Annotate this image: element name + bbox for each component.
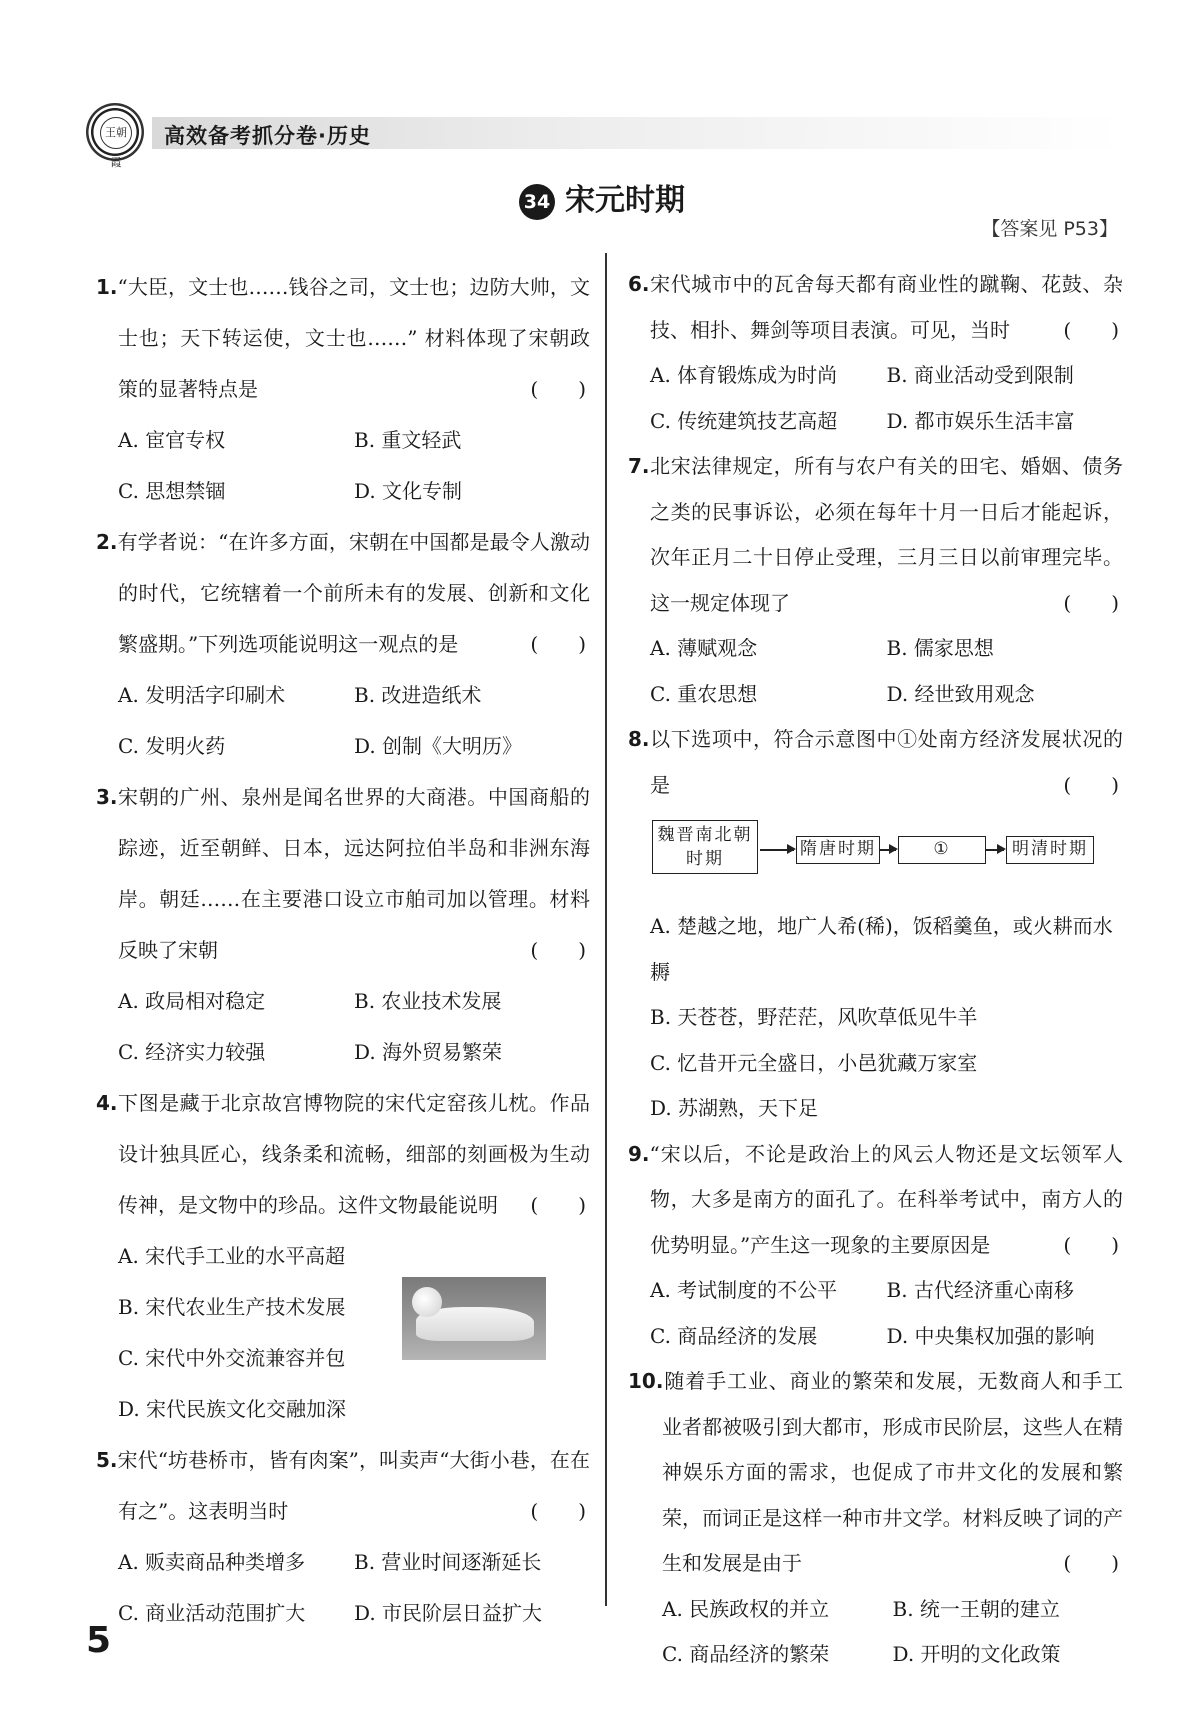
question-7 — [628, 444, 1123, 717]
section-title — [0, 175, 1204, 220]
diagram-box-circle-1: ① — [898, 836, 986, 864]
question-number: 6. — [628, 272, 650, 296]
option-b: B. 农业技术发展 — [354, 989, 502, 1013]
question-number: 1. — [96, 275, 118, 299]
question-stem: “宋以后，不论是政治上的风云人物还是文坛领军人物，大多是南方的面孔了。在科举考试中，南方人的优势明显。”产生这一现象的主要原因是 — [649, 1141, 1123, 1257]
option-c: C. 发明火药 — [118, 734, 226, 758]
question-6 — [628, 262, 1123, 444]
answer-parens: ( ) — [530, 377, 586, 401]
question-number: 2. — [96, 530, 118, 554]
question-4 — [96, 1078, 590, 1435]
answer-parens: ( ) — [530, 632, 586, 656]
question-stem: 以下选项中，符合示意图中①处南方经济发展状况的是 — [649, 727, 1123, 797]
question-stem: “大臣，文士也……钱谷之司，文士也；边防大帅，文士也；天下转运使，文士也……” 材料体现了宋朝政策的显著特点是 — [117, 275, 590, 401]
option-d: D. 宋代民族文化交融加深 — [118, 1397, 347, 1421]
question-stem: 随着手工业、商业的繁荣和发展，无数商人和手工业者都被吸引到大都市，形成市民阶层，这些人在精神娱乐方面的需求，也促成了市井文化的发展和繁荣，而词正是这样一种市井文学。材料反映了词的产生和发展是由于 — [662, 1369, 1123, 1575]
options — [96, 1537, 590, 1639]
option-a: A. 薄赋观念 — [650, 636, 758, 660]
answer-parens: ( ) — [530, 1499, 586, 1523]
diagram-arrow — [760, 849, 794, 851]
section-number-badge: 34 — [519, 184, 555, 220]
options — [96, 415, 590, 517]
option-d: D. 市民阶层日益扩大 — [354, 1601, 543, 1625]
option-a: A. 宋代手工业的水平高超 — [118, 1244, 346, 1268]
option-b: B. 古代经济重心南移 — [886, 1278, 1074, 1302]
publisher-logo — [86, 103, 144, 169]
option-b: B. 统一王朝的建立 — [892, 1596, 1060, 1621]
option-d: D. 创制《大明历》 — [354, 734, 523, 758]
option-c: C. 商品经济的繁荣 — [662, 1642, 830, 1666]
option-a: A. 政局相对稳定 — [118, 989, 266, 1013]
options — [628, 1587, 1123, 1678]
question-9 — [628, 1132, 1123, 1360]
question-stem: 宋代城市中的瓦舍每天都有商业性的蹴鞠、花鼓、杂技、相扑、舞剑等项目表演。可见，当时 — [649, 272, 1123, 342]
options — [96, 1231, 590, 1435]
option-b: B. 营业时间逐渐延长 — [354, 1550, 542, 1574]
question-8 — [628, 717, 1123, 1132]
question-number: 8. — [628, 727, 650, 751]
question-10 — [628, 1359, 1123, 1678]
diagram-box-suitang: 隋唐时期 — [796, 836, 880, 864]
option-c: C. 经济实力较强 — [118, 1040, 266, 1064]
option-a: A. 民族政权的并立 — [662, 1596, 830, 1621]
question-stem: 北宋法律规定，所有与农户有关的田宅、婚姻、债务之类的民事诉讼，必须在每年十月一日后才能起诉，次年正月二十日停止受理，三月三日以前审理完毕。这一规定体现了 — [649, 454, 1123, 615]
question-number: 9. — [628, 1141, 650, 1166]
diagram-arrow — [880, 849, 896, 851]
question-2 — [96, 517, 590, 772]
question-stem: 有学者说：“在许多方面，宋朝在中国都是最令人激动的时代，它统辖着一个前所未有的发展、创新和文化繁盛期。”下列选项能说明这一观点的是 — [117, 530, 590, 656]
answer-parens: ( ) — [1063, 590, 1119, 615]
question-stem: 宋朝的广州、泉州是闻名世界的大商港。中国商船的踪迹，近至朝鲜、日本，远达阿拉伯半岛和非洲东海岸。朝廷……在主要港口设立市舶司加以管理。材料反映了宋朝 — [117, 785, 590, 962]
options — [628, 904, 1123, 1132]
question-number: 5. — [96, 1448, 118, 1472]
option-d: D. 文化专制 — [354, 479, 463, 503]
question-1 — [96, 262, 590, 517]
question-number: 4. — [96, 1091, 118, 1115]
option-d: D. 经世致用观念 — [886, 681, 1035, 706]
option-a: A. 发明活字印刷术 — [118, 683, 286, 707]
question-3 — [96, 772, 590, 1078]
flow-diagram — [650, 812, 1123, 900]
option-a: A. 楚越之地，地广人希(稀)，饭稻羹鱼，或火耕而水耨 — [650, 914, 1113, 984]
option-c: C. 重农思想 — [650, 681, 758, 706]
answer-parens: ( ) — [1063, 317, 1119, 342]
answer-parens: ( ) — [530, 1193, 586, 1217]
option-b: B. 商业活动受到限制 — [886, 363, 1074, 387]
child-pillow-photo — [402, 1277, 546, 1360]
diagram-box-mingqing: 明清时期 — [1006, 836, 1094, 864]
options — [628, 626, 1123, 717]
options — [628, 1268, 1123, 1359]
page-header — [86, 103, 1126, 169]
question-number: 7. — [628, 454, 650, 478]
option-c: C. 宋代中外交流兼容并包 — [118, 1346, 346, 1370]
options — [96, 976, 590, 1078]
option-b: B. 天苍苍，野茫茫，风吹草低见牛羊 — [650, 1005, 978, 1029]
option-b: B. 儒家思想 — [886, 636, 994, 660]
options — [628, 353, 1123, 444]
option-d: D. 海外贸易繁荣 — [354, 1040, 503, 1064]
column-divider — [605, 253, 607, 1606]
option-a: A. 宦官专权 — [118, 428, 226, 452]
section-title-text: 宋元时期 — [565, 183, 685, 218]
answer-parens: ( ) — [530, 938, 586, 962]
answer-parens: ( ) — [1063, 1232, 1119, 1257]
option-b: B. 改进造纸术 — [354, 683, 482, 707]
option-c: C. 商品经济的发展 — [650, 1323, 818, 1348]
question-number: 3. — [96, 785, 118, 809]
answer-parens: ( ) — [1063, 772, 1119, 797]
answer-parens: ( ) — [1063, 1551, 1119, 1575]
question-5 — [96, 1435, 590, 1639]
header-title: 高效备考抓分卷·历史 — [164, 124, 371, 148]
option-c: C. 传统建筑技艺高超 — [650, 408, 838, 433]
option-b: B. 重文轻武 — [354, 428, 462, 452]
answer-reference: 【答案见 P53】 — [981, 218, 1118, 240]
logo-text: 王朝霞 — [100, 117, 132, 149]
option-a: A. 体育锻炼成为时尚 — [650, 363, 838, 387]
option-d: D. 开明的文化政策 — [892, 1642, 1061, 1666]
option-d: D. 中央集权加强的影响 — [886, 1323, 1095, 1348]
question-stem: 下图是藏于北京故宫博物院的宋代定窑孩儿枕。作品设计独具匠心，线条柔和流畅，细部的刻画极为生动传神，是文物中的珍品。这件文物最能说明 — [117, 1091, 590, 1217]
right-column — [628, 262, 1123, 1678]
option-c: C. 思想禁锢 — [118, 479, 226, 503]
diagram-arrow — [986, 849, 1004, 851]
left-column — [96, 262, 590, 1639]
option-a: A. 考试制度的不公平 — [650, 1278, 838, 1302]
question-number: 10. — [628, 1369, 664, 1393]
option-d: D. 都市娱乐生活丰富 — [886, 408, 1075, 433]
page-number: 5 — [86, 1620, 112, 1661]
question-stem: 宋代“坊巷桥市，皆有肉案”，叫卖声“大街小巷，在在有之”。这表明当时 — [117, 1448, 590, 1523]
option-c: C. 忆昔开元全盛日，小邑犹藏万家室 — [650, 1050, 978, 1075]
option-d: D. 苏湖熟，天下足 — [650, 1096, 819, 1120]
diagram-box-weijin: 魏晋南北朝时期 — [652, 820, 758, 874]
option-b: B. 宋代农业生产技术发展 — [118, 1295, 346, 1319]
option-c: C. 商业活动范围扩大 — [118, 1601, 306, 1625]
option-a: A. 贩卖商品种类增多 — [118, 1550, 306, 1574]
options — [96, 670, 590, 772]
